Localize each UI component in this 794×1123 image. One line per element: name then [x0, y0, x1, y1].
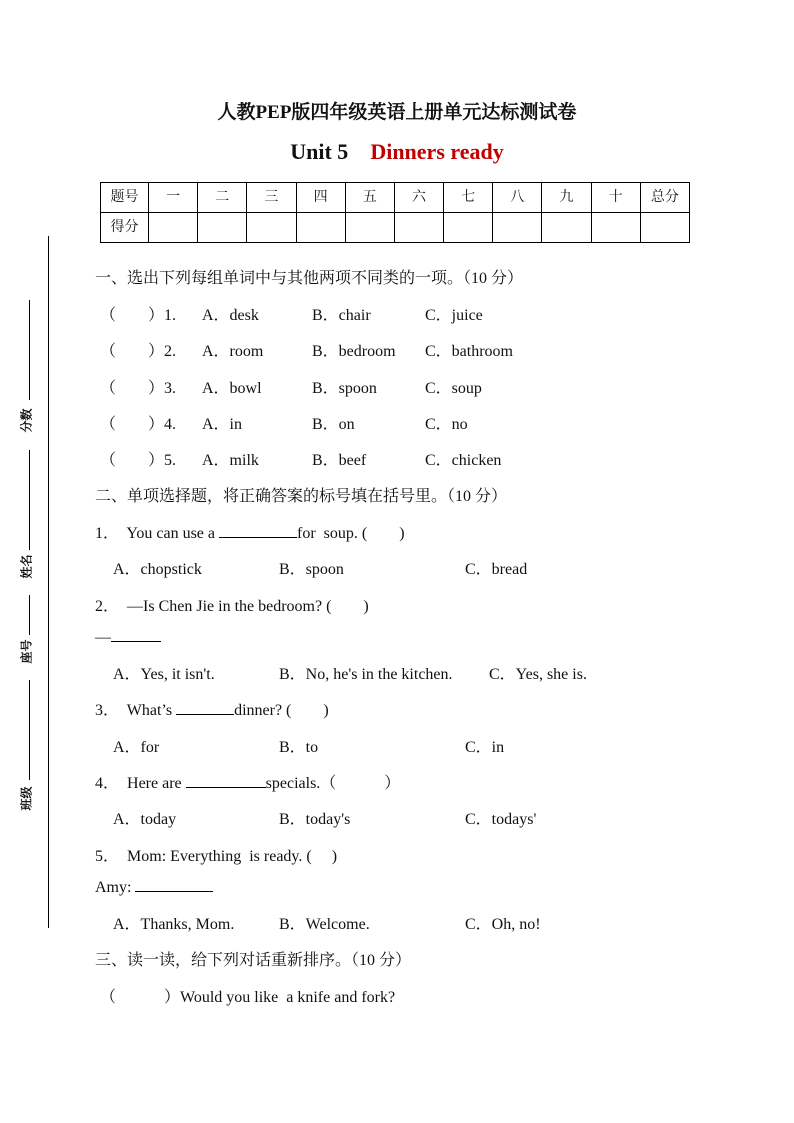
side-label-name: 姓名 — [19, 554, 34, 579]
fill-blank[interactable] — [186, 787, 266, 788]
fill-blank[interactable] — [219, 537, 297, 538]
score-cell: 总分 — [640, 183, 689, 213]
option-c: C．soup — [425, 380, 482, 397]
unit-number: Unit 5 — [290, 139, 349, 164]
question-text: —Is Chen Jie in the bedroom? ( ) — [127, 598, 369, 615]
section2-heading: 二、单项选择题，将正确答案的标号填在括号里。（10 分） — [95, 488, 508, 505]
section1-heading: 一、选出下列每组单词中与其他两项不同类的一项。（10 分） — [95, 270, 524, 287]
question-4 — [95, 770, 400, 793]
score-cell: 三 — [247, 183, 296, 213]
question-number: 4． — [95, 775, 120, 792]
reply-line — [95, 879, 213, 897]
score-cell: 二 — [198, 183, 247, 213]
option-b: B．No, he's in the kitchen. — [279, 666, 453, 683]
score-cell: 得分 — [101, 213, 149, 243]
reply-dash: — — [95, 629, 111, 646]
question-number: 1． — [95, 525, 120, 542]
section3-heading: 三、读一读，给下列对话重新排序。（10 分） — [95, 952, 412, 969]
option-b: B．to — [279, 739, 319, 756]
answer-paren[interactable]: （ ）3. — [100, 380, 177, 397]
reorder-item[interactable]: （ ）Would you like a knife and fork? — [100, 989, 396, 1006]
score-input-cell[interactable] — [542, 213, 591, 243]
option-b: B．spoon — [312, 380, 377, 397]
reply-line — [95, 629, 161, 647]
option-c: C．no — [425, 416, 468, 433]
option-a: A．Thanks, Mom. — [113, 916, 235, 933]
option-a: A．bowl — [202, 380, 262, 397]
option-c: C．juice — [425, 307, 483, 324]
question-text: for soup. ( ) — [297, 525, 405, 542]
score-cell: 七 — [444, 183, 493, 213]
score-cell: 一 — [149, 183, 198, 213]
option-c: C．in — [465, 739, 505, 756]
question-text: Here are — [127, 775, 186, 792]
score-input-cell[interactable] — [493, 213, 542, 243]
page-title: 人教PEP版四年级英语上册单元达标测试卷 — [217, 102, 577, 123]
option-a: A．for — [113, 739, 160, 756]
question-text: Mom: Everything is ready. ( ) — [127, 848, 338, 865]
answer-paren[interactable]: （ ）4. — [100, 416, 177, 433]
option-b: B．chair — [312, 307, 371, 324]
score-input-cell[interactable] — [394, 213, 443, 243]
option-c: C．bread — [465, 561, 528, 578]
unit-subtitle — [0, 139, 794, 165]
question-number: 5． — [95, 848, 120, 865]
side-label-score: 分数 — [19, 408, 34, 433]
answer-paren[interactable]: （ ）2. — [100, 343, 177, 360]
option-b: B．today's — [279, 811, 351, 828]
score-input-cell[interactable] — [198, 213, 247, 243]
option-b: B．on — [312, 416, 355, 433]
question-text: You can use a — [126, 525, 220, 542]
option-a: A．room — [202, 343, 264, 360]
margin-divider — [48, 236, 49, 928]
question-3 — [95, 697, 329, 720]
side-label-class: 班级 — [19, 786, 34, 811]
option-c: C．Yes, she is. — [489, 666, 587, 683]
score-input-cell[interactable] — [345, 213, 394, 243]
side-label-seat: 座号 — [19, 639, 34, 664]
reply-speaker: Amy: — [95, 879, 136, 896]
answer-paren[interactable]: （ ）5. — [100, 452, 177, 469]
question-text: specials.（ ） — [265, 775, 401, 792]
question-number: 2． — [95, 598, 120, 615]
seat-blank-line[interactable] — [29, 595, 30, 635]
score-cell: 八 — [493, 183, 542, 213]
option-c: C．todays' — [465, 811, 537, 828]
class-blank-line[interactable] — [29, 680, 30, 780]
score-input-cell[interactable] — [591, 213, 640, 243]
score-input-cell[interactable] — [149, 213, 198, 243]
option-a: A．Yes, it isn't. — [113, 666, 215, 683]
score-input-cell[interactable] — [444, 213, 493, 243]
score-cell: 九 — [542, 183, 591, 213]
option-b: B．beef — [312, 452, 367, 469]
option-b: B．Welcome. — [279, 916, 370, 933]
score-cell: 十 — [591, 183, 640, 213]
question-text: What’s — [126, 702, 177, 719]
option-c: C．Oh, no! — [465, 916, 541, 933]
score-input-cell[interactable] — [640, 213, 689, 243]
score-cell: 题号 — [101, 183, 149, 213]
option-a: A．in — [202, 416, 243, 433]
option-a: A．desk — [202, 307, 259, 324]
fill-blank[interactable] — [176, 714, 234, 715]
name-blank-line[interactable] — [29, 450, 30, 550]
fill-blank[interactable] — [135, 891, 213, 892]
question-2 — [95, 593, 369, 616]
score-table-score-row — [101, 213, 690, 243]
name-blank-line[interactable] — [29, 300, 30, 400]
fill-blank[interactable] — [111, 641, 161, 642]
option-a: A．chopstick — [113, 561, 202, 578]
score-cell: 五 — [345, 183, 394, 213]
score-table-header-row — [101, 183, 690, 213]
answer-paren[interactable]: （ ）1. — [100, 307, 177, 324]
option-a: A．milk — [202, 452, 259, 469]
question-1 — [95, 520, 405, 543]
option-c: C．chicken — [425, 452, 502, 469]
option-a: A．today — [113, 811, 177, 828]
question-text: dinner? ( ) — [234, 702, 329, 719]
score-cell: 六 — [394, 183, 443, 213]
option-b: B．bedroom — [312, 343, 396, 360]
score-input-cell[interactable] — [247, 213, 296, 243]
score-table — [100, 182, 690, 243]
unit-topic: Dinners ready — [370, 139, 504, 164]
question-5 — [95, 843, 337, 866]
score-cell: 四 — [296, 183, 345, 213]
question-number: 3． — [95, 702, 120, 719]
option-b: B．spoon — [279, 561, 344, 578]
score-input-cell[interactable] — [296, 213, 345, 243]
option-c: C．bathroom — [425, 343, 513, 360]
